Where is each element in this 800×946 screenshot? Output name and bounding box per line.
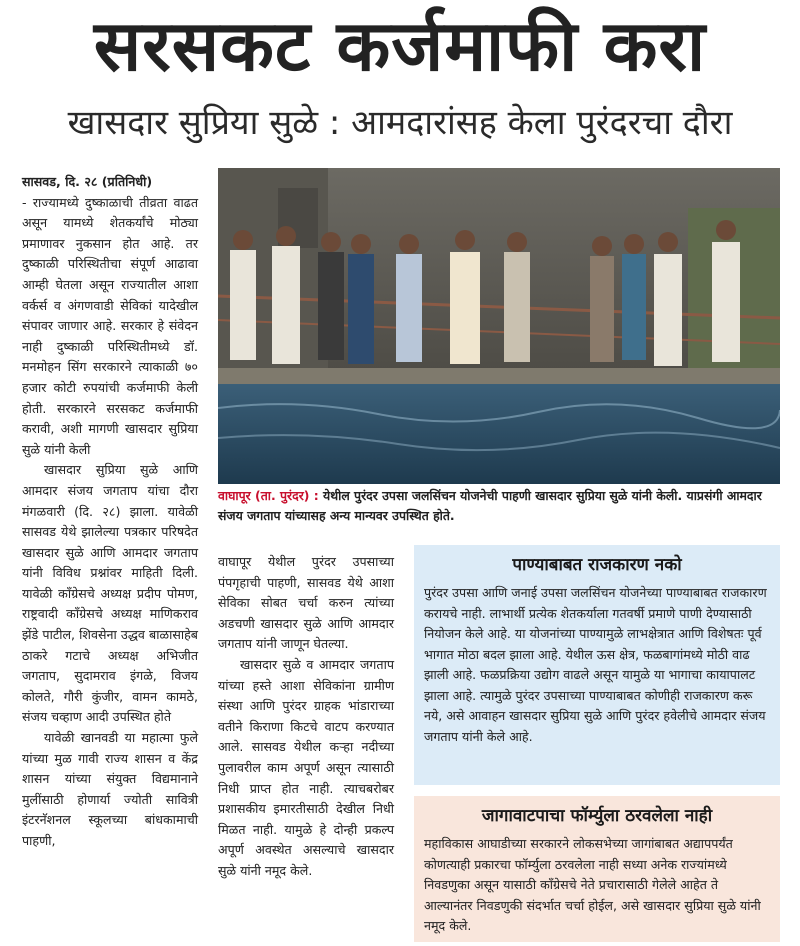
sidebar-box-water-politics [414, 545, 780, 785]
box1-title: पाण्याबाबत राजकारण नको [512, 555, 682, 575]
box2-text: महाविकास आघाडीच्या सरकारने लोकसभेच्या जागांबाबत अद्यापपर्यंत कोणत्याही प्रकारचा फॉर्म्युला ठरवलेला नाही सध्या अनेक राज्यांमध्ये निवडणुका असून यासाठी कॉंग्रेसचे नेते प्रचारासाठी गेलेले आहेत ते आल्यानंतर निवडणुकी संदर्भात चर्चा होईल, असे खासदार सुप्रिया सुळे यांनी नमूद केले. [424, 836, 761, 933]
article-paragraph-5: खासदार सुळे व आमदार जगताप यांच्या हस्ते आशा सेविकांना ग्रामीण संस्था आणि पुरंदर ग्राहक भांडाराच्या वतीने किराणा किटचे वाटप करण्यात आले. सासवड येथील कऱ्हा नदीच्या पुलावरील काम अपूर्ण असून त्यासाठी निधी प्राप्त होत नाही. त्याचबरोबर प्रशासकीय इमारतीसाठी देखील निधी मिळत नाही. यामुळे हे दोन्ही प्रकल्प अपूर्ण अवस्थेत असल्याचे खासदार सुळे यांनी नमूद केले. [218, 656, 394, 878]
photo-caption [218, 486, 780, 526]
headline: सरसकट कर्जमाफी करा [93, 5, 707, 87]
article-dateline: सासवड, दि. २८ (प्रतिनिधी) [22, 174, 153, 189]
sidebar-box-seat-sharing [414, 796, 780, 942]
box2-title: जागावाटपाचा फॉर्म्युला ठरवलेला नाही [481, 806, 713, 826]
article-column-2 [218, 552, 394, 882]
subheadline: खासदार सुप्रिया सुळे : आमदारांसह केला पुरंदरचा दौरा [67, 103, 733, 143]
box1-text: पुरंदर उपसा आणि जनाई उपसा जलसिंचन योजनेच्या पाण्याबाबत राजकारण करायचे नाही. लाभार्थी प्रत्येक शेतकर्याला गतवर्षी प्रमाणे पाणी देण्यासाठी नियोजन केले आहे. या योजनांच्या पाण्यामुळे लाभक्षेत्रात आणि विशेषतः पूर्व भागात मोठा बदल झाला आहे. येथील ऊस क्षेत्र, फळबागांमध्ये मोठी वाढ झाली आहे. फळप्रक्रिया उद्योग वाढले असून यामुळे या भागाचा कायापालट झाला आहे. त्यामुळे पुरंदर उपसाच्या पाण्याबाबत कोणीही राजकारण करू नये, असे आवाहन खासदार सुप्रिया सुळे आणि पुरंदर हवेलीचे आमदार संजय जगताप यांनी केले आहे. [424, 585, 767, 744]
caption-text: येथील पुरंदर उपसा जलसिंचन योजनेची पाहणी खासदार सुप्रिया सुळे यांनी केली. याप्रसंगी आमदार संजय जगताप यांच्यासह अन्य मान्यवर उपस्थित होते. [218, 488, 762, 523]
news-photo [218, 168, 780, 484]
article-paragraph-3: यावेळी खानवडी या महात्मा फुले यांच्या मुळ गावी राज्य शासन व केंद्र शासन यांच्या संयुक्त विद्यमानाने मुलींसाठी होणार्या ज्योती सावित्री इंटरनॅशनल स्कूलच्या बांधकामाची पाहणी, [22, 730, 198, 848]
photo-illustration [218, 168, 780, 484]
article-paragraph-2: खासदार सुप्रिया सुळे आणि आमदार संजय जगताप यांचा दौरा मंगळवारी (दि. २८) झाला. यावेळी सासवड येथे झालेल्या पत्रकार परिषदेत खासदार सुळे आणि आमदार जगताप यांनी विविध प्रश्नांवर माहिती दिली. यावेळी कॉंग्रेसचे अध्यक्ष प्रदीप पोमण, राष्ट्रवादी कॉंग्रेसचे अध्यक्ष माणिकराव झेंडे पाटील, शिवसेना उद्धव बाळासाहेब ठाकरे गटाचे अध्यक्ष अभिजीत जगताप, सुदामराव इंगळे, विजय कोलते, गौरी कुंजीर, वामन कामठे, संजय चव्हाण आदी उपस्थित होते [22, 462, 198, 725]
caption-place: वाघापूर (ता. पुरंदर) : [218, 488, 319, 503]
article-paragraph-4: वाघापूर येथील पुरंदर उपसाच्या पंपगृहाची पाहणी, सासवड येथे आशा सेविका सोबत चर्चा करुन त्यांच्या अडचणी खासदार सुळे आणि आमदार जगताप यांनी जाणून घेतल्या. [218, 554, 394, 652]
article-paragraph-1: - राज्यामध्ये दुष्काळाची तीव्रता वाढत असून यामध्ये शेतकर्यांचे मोठ्या प्रमाणावर नुकसान होत आहे. तर दुष्काळी परिस्थितीचा संपूर्ण आढावा आम्ही घेतला असून राज्यातील आशा वर्कर्स व अंगणवाडी सेविकां यादेखील संपावर जाणार आहे. सरकार हे संवेदन नाही दुष्काळी परिस्थितीमध्ये डॉ. मनमोहन सिंग सरकारने त्याकाळी ७० हजार कोटी रुपयांची कर्जमाफी केली होती. सरकारने सरसकट कर्जमाफी करावी, अशी मागणी खासदार सुप्रिया सुळे यांनी केली [22, 194, 198, 457]
article-column-1 [22, 172, 198, 852]
